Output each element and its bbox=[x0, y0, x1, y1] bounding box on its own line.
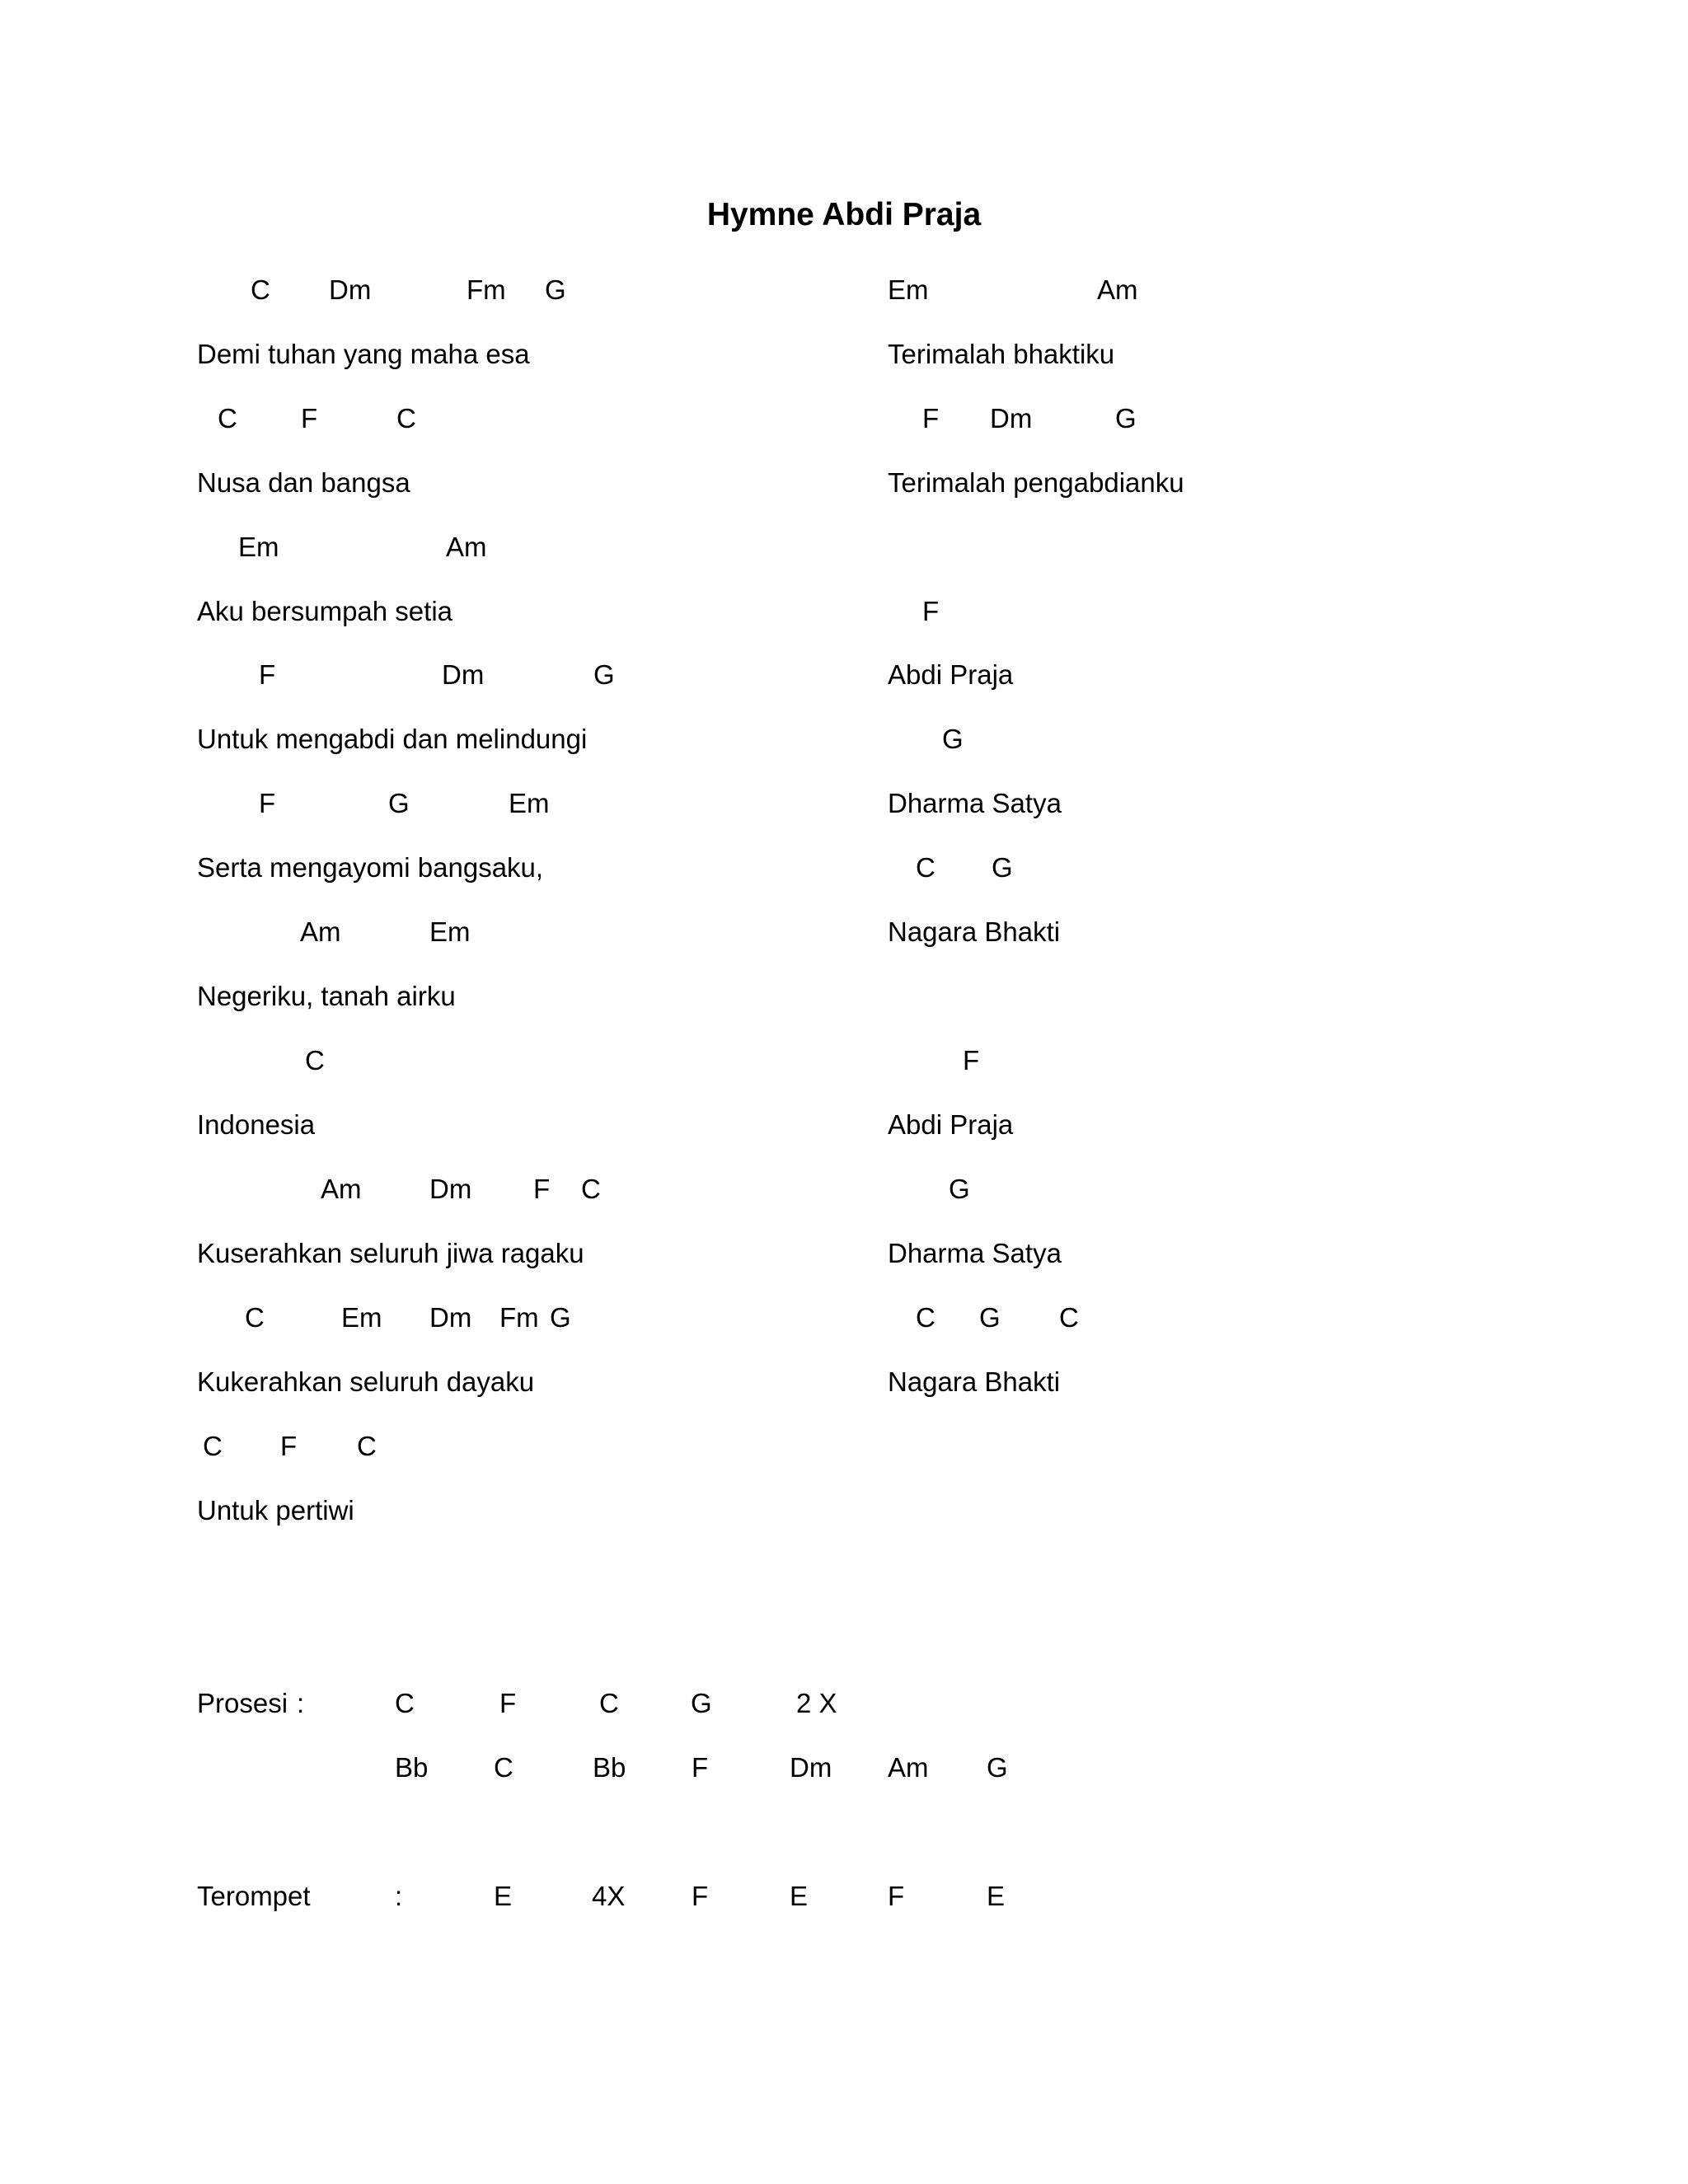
chord: G bbox=[550, 1302, 571, 1333]
chord: Em bbox=[429, 916, 471, 947]
chord: Dm bbox=[329, 274, 372, 305]
terompet-separator: : bbox=[395, 1881, 403, 1911]
prosesi-chord: C bbox=[494, 1752, 513, 1783]
chord: F bbox=[259, 659, 276, 690]
lyric-line: Dharma Satya bbox=[888, 788, 1062, 818]
terompet-label: Terompet bbox=[197, 1881, 311, 1911]
chord: C bbox=[916, 1302, 935, 1333]
chord: Em bbox=[888, 274, 929, 305]
chord: Dm bbox=[429, 1174, 472, 1204]
chord: C bbox=[203, 1431, 223, 1461]
prosesi-chord: C bbox=[395, 1688, 415, 1718]
chord: G bbox=[942, 724, 964, 754]
terompet-note: E bbox=[494, 1881, 513, 1911]
chord: G bbox=[979, 1302, 1001, 1333]
prosesi-separator: : bbox=[297, 1688, 305, 1718]
prosesi-repeat: 2 X bbox=[796, 1688, 837, 1718]
terompet-note: F bbox=[888, 1881, 905, 1911]
chord: G bbox=[1115, 403, 1137, 434]
prosesi-chord: F bbox=[499, 1688, 517, 1718]
song-title: Hymne Abdi Praja bbox=[706, 197, 982, 232]
terompet-note: E bbox=[987, 1881, 1006, 1911]
chord: F bbox=[301, 403, 318, 434]
terompet-note: E bbox=[790, 1881, 809, 1911]
chord: G bbox=[992, 852, 1013, 883]
chord: Em bbox=[341, 1302, 382, 1333]
chord: Dm bbox=[429, 1302, 472, 1333]
chord: Am bbox=[300, 916, 341, 947]
chord: F bbox=[259, 788, 276, 818]
chord: F bbox=[922, 403, 940, 434]
lyric-line: Indonesia bbox=[197, 1109, 316, 1140]
lyric-line: Nagara Bhakti bbox=[888, 916, 1061, 947]
chord: Am bbox=[446, 532, 487, 562]
chord: C bbox=[357, 1431, 377, 1461]
prosesi-chord: Dm bbox=[790, 1752, 832, 1783]
lyric-line: Demi tuhan yang maha esa bbox=[197, 339, 530, 369]
prosesi-label: Prosesi bbox=[197, 1688, 288, 1718]
chord: G bbox=[949, 1174, 970, 1204]
lyric-line: Untuk pertiwi bbox=[197, 1495, 354, 1526]
lyric-line: Untuk mengabdi dan melindungi bbox=[197, 724, 588, 754]
prosesi-chord: Bb bbox=[593, 1752, 626, 1783]
chord: C bbox=[916, 852, 935, 883]
terompet-note: F bbox=[692, 1881, 709, 1911]
prosesi-chord: G bbox=[987, 1752, 1008, 1783]
chord: C bbox=[218, 403, 237, 434]
terompet-repeat: 4X bbox=[592, 1881, 626, 1911]
lyric-line: Terimalah pengabdianku bbox=[888, 467, 1184, 498]
lyric-line: Kuserahkan seluruh jiwa ragaku bbox=[197, 1238, 584, 1268]
chord: G bbox=[593, 659, 615, 690]
lyric-line: Abdi Praja bbox=[888, 659, 1014, 690]
lyric-line: Abdi Praja bbox=[888, 1109, 1014, 1140]
chord: Am bbox=[321, 1174, 362, 1204]
chord: Fm bbox=[499, 1302, 539, 1333]
lyric-line: Kukerahkan seluruh dayaku bbox=[197, 1366, 535, 1397]
chord: C bbox=[581, 1174, 601, 1204]
chord: C bbox=[251, 274, 270, 305]
prosesi-chord: C bbox=[599, 1688, 619, 1718]
chord: C bbox=[1059, 1302, 1079, 1333]
chord: Em bbox=[509, 788, 550, 818]
chord: F bbox=[280, 1431, 298, 1461]
chord: F bbox=[533, 1174, 551, 1204]
lyric-line: Terimalah bhaktiku bbox=[888, 339, 1115, 369]
chord: C bbox=[396, 403, 416, 434]
lyric-line: Negeriku, tanah airku bbox=[197, 981, 456, 1011]
chord: G bbox=[388, 788, 410, 818]
prosesi-chord: Am bbox=[888, 1752, 929, 1783]
lyric-line: Nusa dan bangsa bbox=[197, 467, 410, 498]
lyric-line: Nagara Bhakti bbox=[888, 1366, 1061, 1397]
chord: F bbox=[922, 596, 940, 626]
chord: G bbox=[545, 274, 566, 305]
chord: Am bbox=[1097, 274, 1138, 305]
chord: Em bbox=[238, 532, 279, 562]
lyric-line: Serta mengayomi bangsaku, bbox=[197, 852, 544, 883]
prosesi-chord: Bb bbox=[395, 1752, 429, 1783]
chord: Dm bbox=[442, 659, 485, 690]
prosesi-chord: F bbox=[692, 1752, 709, 1783]
chord: C bbox=[245, 1302, 265, 1333]
lyric-line: Dharma Satya bbox=[888, 1238, 1062, 1268]
chord: C bbox=[305, 1045, 325, 1076]
prosesi-chord: G bbox=[691, 1688, 712, 1718]
chord: F bbox=[963, 1045, 980, 1076]
chord: Dm bbox=[990, 403, 1033, 434]
lyric-line: Aku bersumpah setia bbox=[197, 596, 453, 626]
chord: Fm bbox=[467, 274, 506, 305]
